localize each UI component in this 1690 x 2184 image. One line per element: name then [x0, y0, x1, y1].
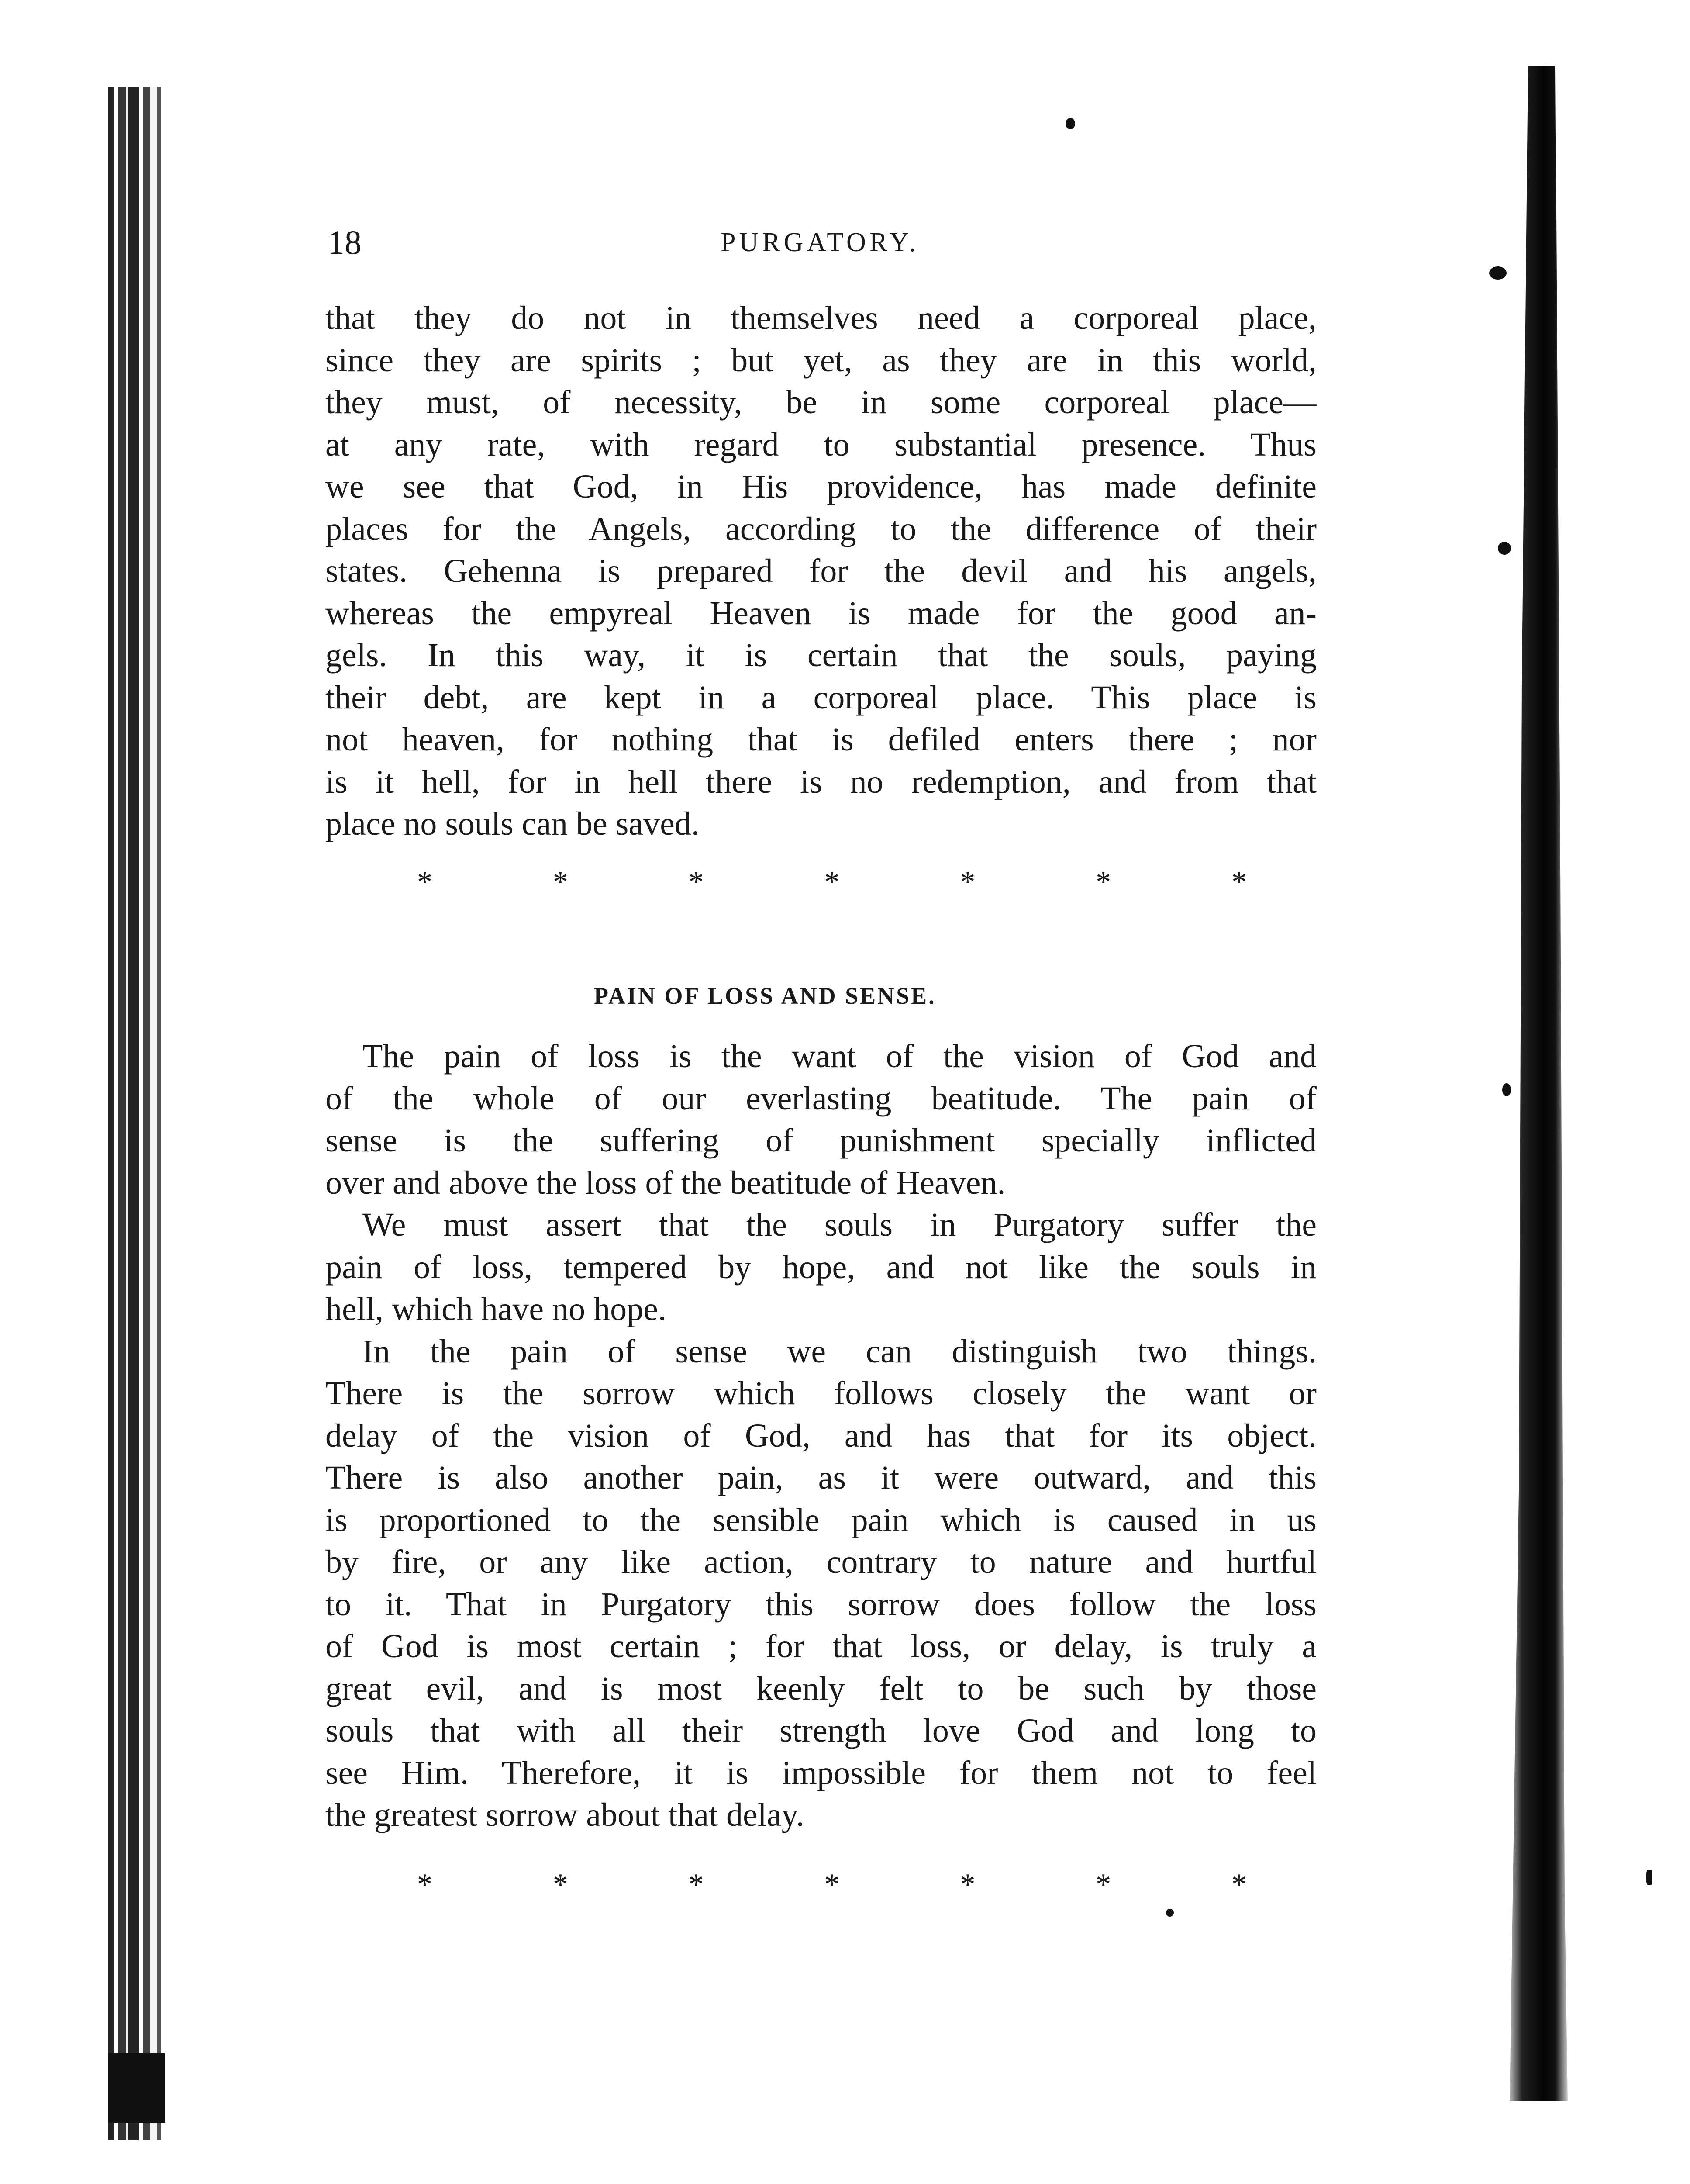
text-line: their debt, are kept in a corporeal place. This place is — [325, 679, 1317, 716]
section-heading: PAIN OF LOSS AND SENSE. — [594, 983, 936, 1009]
text-line: whereas the empyreal Heaven is made for the good an- — [325, 594, 1317, 632]
text-line: by fire, or any like action, contrary to nature and hurtful — [325, 1544, 1317, 1580]
section-separator — [417, 1865, 1247, 1904]
text-line: the greatest sorrow about that delay. — [325, 1797, 804, 1833]
separator-star: * — [1096, 1868, 1111, 1901]
running-title: PURGATORY. — [721, 228, 920, 257]
separator-star: * — [1231, 1868, 1247, 1901]
text-line: of the whole of our everlasting beatitude. The pain of — [325, 1080, 1317, 1117]
scan-speck — [1166, 1909, 1174, 1917]
text-line: There is also another pain, as it were outward, and this — [325, 1459, 1317, 1496]
separator-star: * — [688, 1868, 704, 1901]
text-line: There is the sorrow which follows closely the want or — [325, 1375, 1317, 1412]
running-head — [328, 218, 1323, 266]
right-page-edge-shadow — [1507, 66, 1568, 2101]
separator-star: * — [960, 1868, 976, 1901]
scan-speck — [1502, 1083, 1511, 1096]
text-line: gels. In this way, it is certain that the souls, paying — [325, 637, 1317, 674]
text-line: souls that with all their strength love God and long to — [325, 1712, 1317, 1749]
separator-star: * — [824, 1868, 840, 1901]
text-line: of God is most certain ; for that loss, or delay, is truly a — [325, 1628, 1317, 1665]
text-line: hell, which have no hope. — [325, 1291, 666, 1327]
separator-star: * — [417, 865, 432, 899]
text-line: that they do not in themselves need a corporeal place, — [325, 300, 1317, 336]
separator-star: * — [552, 1868, 568, 1901]
section-separator — [417, 863, 1247, 902]
text-line: pain of loss, tempered by hope, and not like the souls in — [325, 1248, 1317, 1286]
text-line: places for the Angels, according to the difference of their — [325, 510, 1317, 547]
scan-speck — [1646, 1870, 1652, 1885]
text-line: not heaven, for nothing that is defiled enters there ; nor — [325, 721, 1317, 758]
separator-star: * — [960, 865, 976, 899]
left-binding-shadow — [108, 87, 183, 2140]
text-line: to it. That in Purgatory this sorrow does follow the loss — [325, 1586, 1317, 1623]
scan-speck — [1498, 542, 1511, 555]
text-line: since they are spirits ; but yet, as they are in this world, — [325, 342, 1317, 379]
separator-star: * — [1096, 865, 1111, 899]
text-line: We must assert that the souls in Purgatory suffer the — [362, 1206, 1317, 1243]
paragraph-continuation — [325, 297, 1317, 845]
separator-star: * — [824, 865, 840, 899]
text-line: see Him. Therefore, it is impossible for them not to feel — [325, 1754, 1317, 1791]
scan-speck — [1489, 266, 1507, 280]
text-line: we see that God, in His providence, has made definite — [325, 468, 1317, 505]
scan-speck — [1066, 118, 1075, 129]
page-number: 18 — [328, 223, 362, 261]
text-line: is it hell, for in hell there is no redemption, and from that — [325, 763, 1317, 800]
left-binding-corner — [108, 2053, 165, 2123]
text-line: is proportioned to the sensible pain which is caused in us — [325, 1501, 1317, 1538]
text-line: sense is the suffering of punishment specially inflicted — [325, 1122, 1317, 1159]
section-body — [325, 1035, 1317, 1836]
text-line: place no souls can be saved. — [325, 805, 700, 842]
text-line: they must, of necessity, be in some corporeal place— — [325, 384, 1317, 421]
text-line: states. Gehenna is prepared for the devil and his angels, — [325, 553, 1317, 589]
separator-star: * — [417, 1868, 432, 1901]
separator-star: * — [552, 865, 568, 899]
text-line: delay of the vision of God, and has that for its object. — [325, 1417, 1317, 1454]
text-line: The pain of loss is the want of the vision of God and — [362, 1038, 1317, 1075]
separator-star: * — [688, 865, 704, 899]
text-line: In the pain of sense we can distinguish two things. — [362, 1333, 1317, 1370]
text-line: over and above the loss of the beatitude of Heaven. — [325, 1164, 1006, 1201]
text-line: great evil, and is most keenly felt to be such by those — [325, 1670, 1317, 1707]
separator-star: * — [1231, 865, 1247, 899]
text-line: at any rate, with regard to substantial presence. Thus — [325, 426, 1317, 463]
